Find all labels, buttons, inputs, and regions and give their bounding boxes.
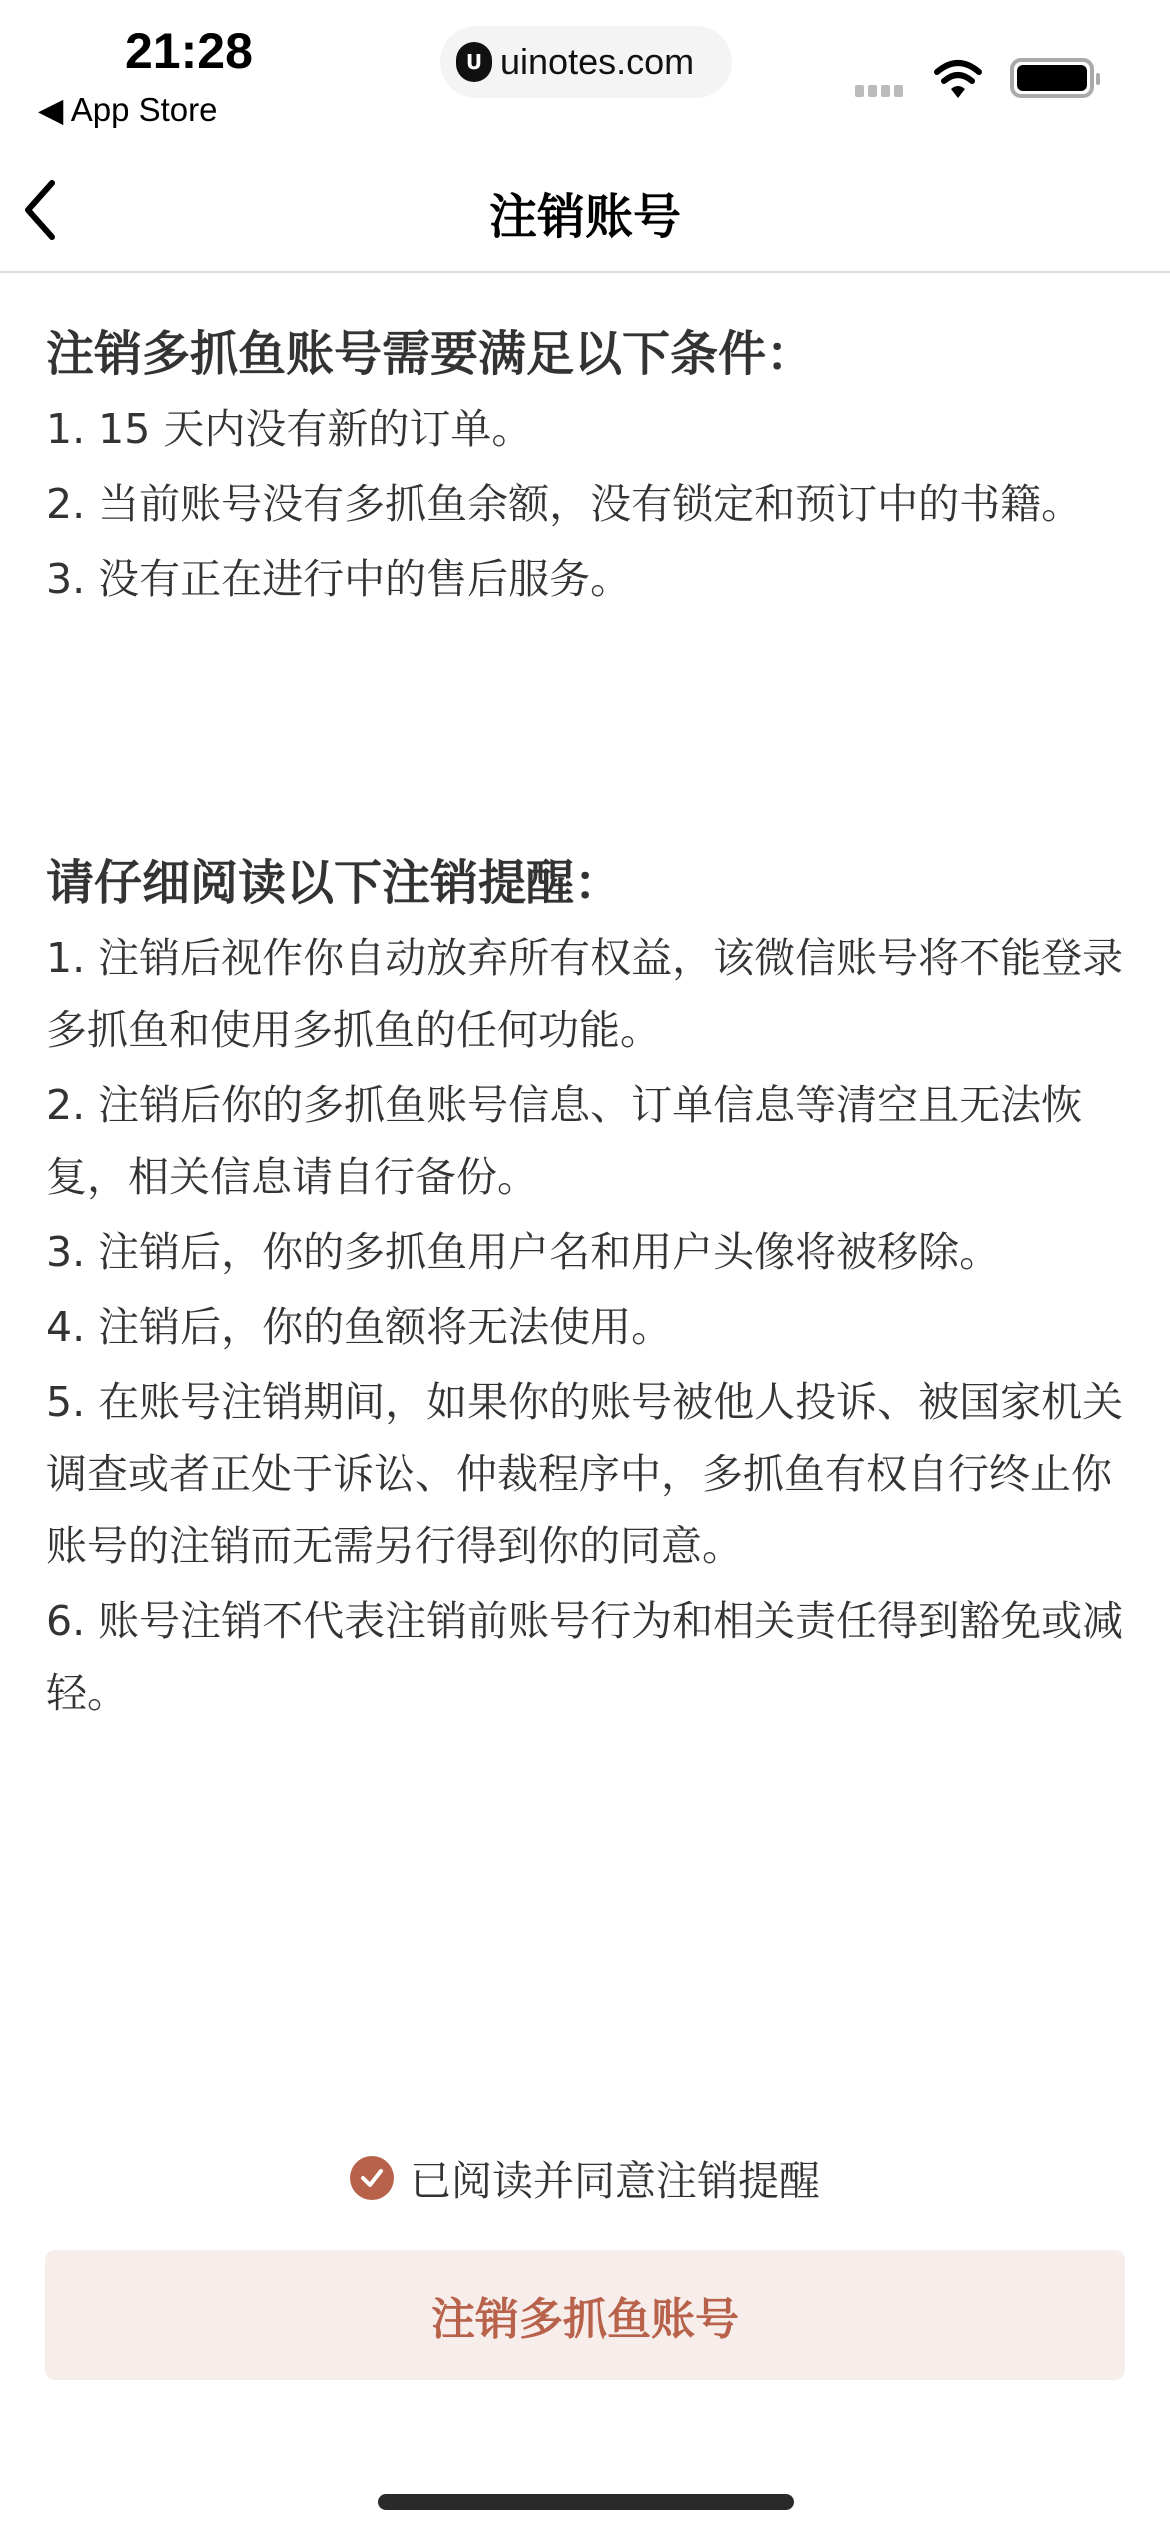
- checkmark-icon[interactable]: [350, 2156, 394, 2200]
- reminder-item: 3. 注销后，你的多抓鱼用户名和用户头像将被移除。: [46, 1228, 1001, 1276]
- reminder-item: 5. 在账号注销期间，如果你的账号被他人投诉、被国家机关调查或者正处于诉讼、仲裁程序中，多抓鱼有权自行终止你账号的注销而无需另行得到你的同意。: [46, 1378, 1124, 1570]
- page-title: 注销账号: [488, 189, 681, 245]
- site-logo-icon: U: [456, 42, 492, 82]
- url-pill: [440, 26, 732, 98]
- status-time: 21:28: [125, 23, 253, 79]
- condition-item: 2. 当前账号没有多抓鱼余额，没有锁定和预订中的书籍。: [46, 480, 1083, 528]
- reminders-section: [46, 847, 1136, 1729]
- reminder-item: 4. 注销后，你的鱼额将无法使用。: [46, 1303, 673, 1351]
- header-divider: [0, 271, 1170, 273]
- reminders-heading: 请仔细阅读以下注销提醒：: [46, 855, 623, 911]
- condition-item: 1. 15 天内没有新的订单。: [46, 405, 533, 453]
- agree-checkbox[interactable]: [0, 2148, 1170, 2207]
- url-text: uinotes.com: [500, 41, 695, 82]
- conditions-heading: 注销多抓鱼账号需要满足以下条件：: [46, 326, 815, 382]
- reminder-item: 2. 注销后你的多抓鱼账号信息、订单信息等清空且无法恢复，相关信息请自行备份。: [46, 1081, 1083, 1201]
- home-indicator: [378, 2494, 794, 2510]
- wifi-icon: [933, 58, 983, 104]
- reminder-item: 1. 注销后视作你自动放弃所有权益，该微信账号将不能登录多抓鱼和使用多抓鱼的任何功能。: [46, 934, 1124, 1054]
- conditions-section: [46, 318, 1136, 615]
- deactivate-account-button[interactable]: 注销多抓鱼账号: [45, 2250, 1125, 2380]
- back-to-app-store[interactable]: ◀ App Store: [38, 91, 218, 128]
- cellular-signal-icon: [855, 85, 903, 97]
- condition-item: 3. 没有正在进行中的售后服务。: [46, 555, 632, 603]
- reminder-item: 6. 账号注销不代表注销前账号行为和相关责任得到豁免或减轻。: [46, 1597, 1124, 1717]
- back-app-label: App Store: [70, 91, 218, 128]
- agree-label: 已阅读并同意注销提醒: [410, 2157, 820, 2205]
- battery-icon: [1010, 58, 1094, 98]
